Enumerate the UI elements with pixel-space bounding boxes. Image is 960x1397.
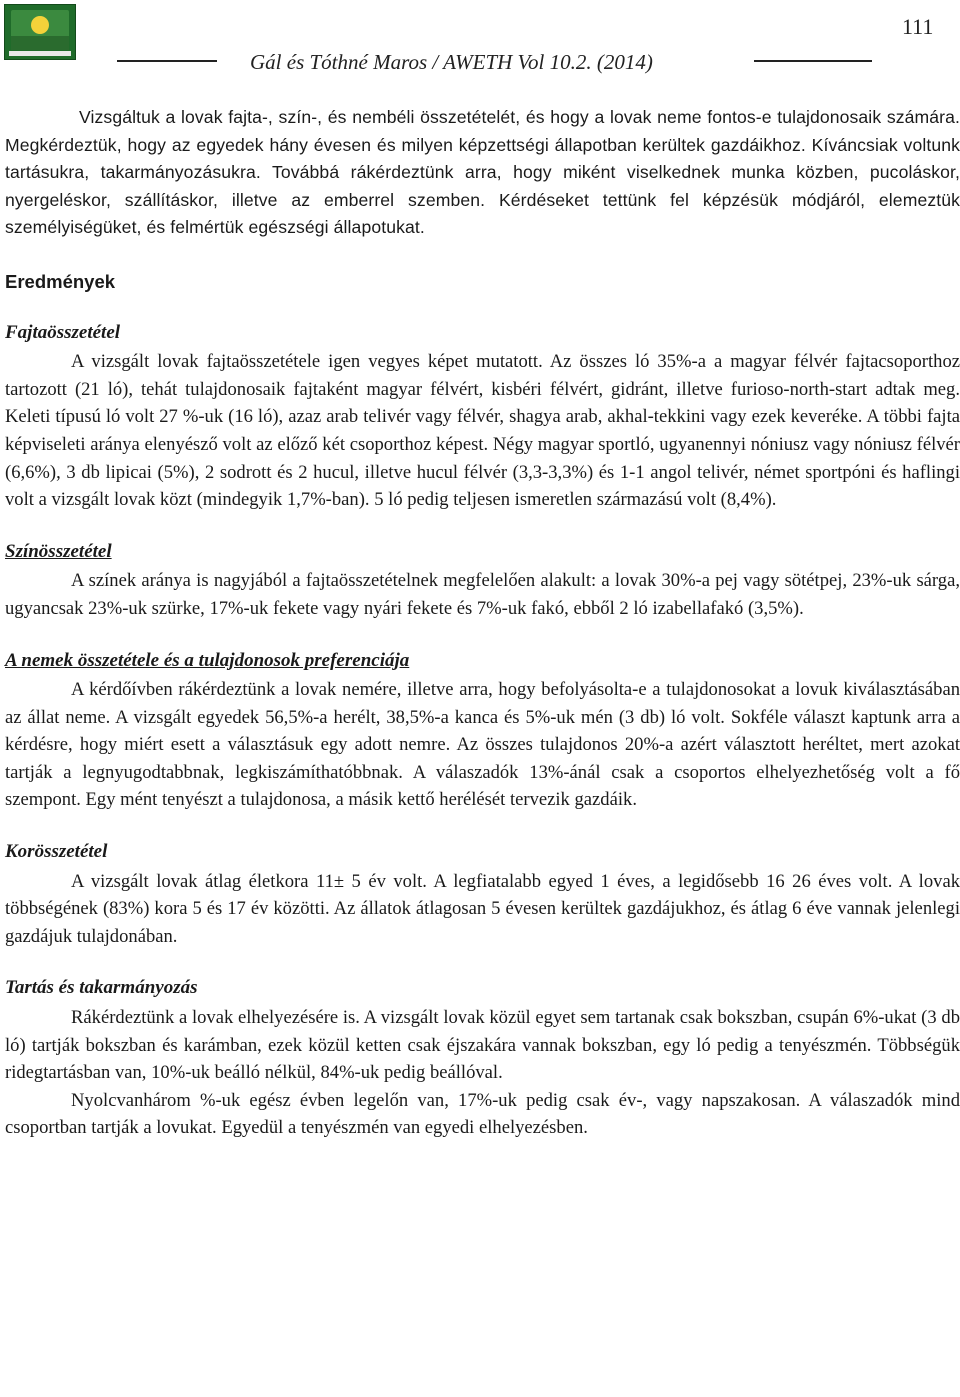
header-rule-left xyxy=(117,60,217,62)
results-heading: Eredmények xyxy=(5,270,116,292)
field-icon xyxy=(11,36,69,50)
aweth-logo xyxy=(4,4,76,60)
header-rule-right xyxy=(754,60,872,62)
color-paragraph: A színek aránya is nagyjából a fajtaösszetételnek megfelelően alakult: a lovak 30%-a pej vagy sötétpej, 23%-uk sárga, ugyancsak 23%-uk szürke, 17%-uk fekete vagy nyári fekete és 7%-uk fakó, ebből 2 ló izabellafakó (3,5%). xyxy=(5,570,960,619)
sun-icon xyxy=(31,16,49,34)
sex-paragraph: A kérdőívben rákérdeztünk a lovak nemére, illetve arra, hogy befolyásolta-e a tulajdonosokat a lovuk kiválasztásában az állat neme. A vizsgált egyedek 56,5%-a herélt, 38,5%-a kanca és 5%-uk mén (3 db) ló volt. Sokféle választ kaptunk arra a kérdésre, hogy miért esett a választásuk egy adott nemre. Az összes tulajdonos 20%-a azért választott heréltet, mert azokat tartják a legnyugodtabbnak, legkiszámíthatóbbnak. A válaszadók 13%-ánál csak a csoportos elhelyezhetőség volt a fő szempont. Egy mént tenyészt a tulajdonosa, a másik kettő herélését tervezik gazdáik. xyxy=(5,679,960,811)
color-section-title: Színösszetétel xyxy=(5,540,112,562)
age-section-title: Korösszetétel xyxy=(5,841,108,863)
intro-paragraph: Vizsgáltuk a lovak fajta-, szín-, és nembéli összetételét, és hogy a lovak neme fontos-e tulajdonosaik számára. Megkérdeztük, hogy az egyedek hány évesen és milyen képzettségi állapotban kerültek gazdáikhoz. Kíváncsiak voltunk tartásukra, takarmányozásukra. Továbbá rákérdeztünk arra, hogy miként viselkednek munka közben, pucoláskor, nyergeléskor, szállításkor, illetve az emberrel szemben. Kérdéseket tettünk fel képzésük módjáról, elemeztük személyiségüket, és felmértük egészségi állapotukat. xyxy=(5,107,960,238)
keeping-section-title: Tartás és takarmányozás xyxy=(5,977,198,999)
journal-citation: Gál és Tóthné Maros / AWETH Vol 10.2. (2014) xyxy=(250,50,653,74)
age-paragraph: A vizsgált lovak átlag életkora 11± 5 év volt. A legfiatalabb egyed 1 éves, a legidősebb 16 26 éves volt. A lovak többségének (83%) kora 5 és 17 év közötti. Az állatok átlagosan 5 évesen kerültek gazdájukhoz, és átlag 6 éve vannak jelenlegi gazdájuk tulajdonában. xyxy=(5,870,960,947)
keeping-paragraph-2: Nyolcvanhárom %-uk egész évben legelőn van, 17%-uk pedig csak év-, vagy napszakosan. A válaszadók mind csoportban tartják a lovukat. Egyedül a tenyészmén van egyedi elhelyezésben. xyxy=(5,1089,960,1139)
breed-paragraph: A vizsgált lovak fajtaösszetétele igen vegyes képet mutatott. Az összes ló 35%-a a magyar félvér fajtacsoporthoz tartozott (21 ló), tehát tulajdonosaik fajtaként magyar félvért, kisbéri félvért, gidránt, illetve furioso-north-start adtak meg. Keleti típusú ló volt 27 %-uk (16 ló), azaz arab telivér vagy félvér, shagya arab, akhal-tekkini vagy ezek keveréke. A többi fajta képviseleti aránya elenyésző volt az előző két csoporthoz képest. Négy magyar sportló, ugyanennyi nóniusz vagy nóniusz félvér (6,6%), 3 db lipicai (5%), 2 sodrott és 2 hucul, illetve hucul félvér (3,3-3,3%) és 1-1 angol telivér, német sportpóni és haflingi volt a vizsgált lovak közt (mindegyik 1,7%-ban). 5 ló pedig teljesen ismeretlen származású volt (8,4%). xyxy=(5,351,960,511)
article-body xyxy=(5,104,960,1142)
keeping-paragraph-1: Rákérdeztünk a lovak elhelyezésére is. A vizsgált lovak közül egyet sem tartanak csak bokszban, csupán 6%-ukat (3 db ló) tartják bokszban és karámban, ezek közül ketten csak éjszakára vannak bokszban, egy ló pedig a tenyészmén. Többségük ridegtartásban van, 10%-uk beálló nélkül, 84%-uk pedig beállóval. xyxy=(5,1007,960,1084)
sex-section-title: A nemek összetétele és a tulajdonosok preferenciája xyxy=(5,649,410,671)
breed-section-title: Fajtaösszetétel xyxy=(5,321,121,343)
logo-emblem xyxy=(11,10,69,50)
page-header xyxy=(0,0,960,80)
logo-url-strip xyxy=(9,51,71,56)
page-number: 111 xyxy=(902,14,934,39)
